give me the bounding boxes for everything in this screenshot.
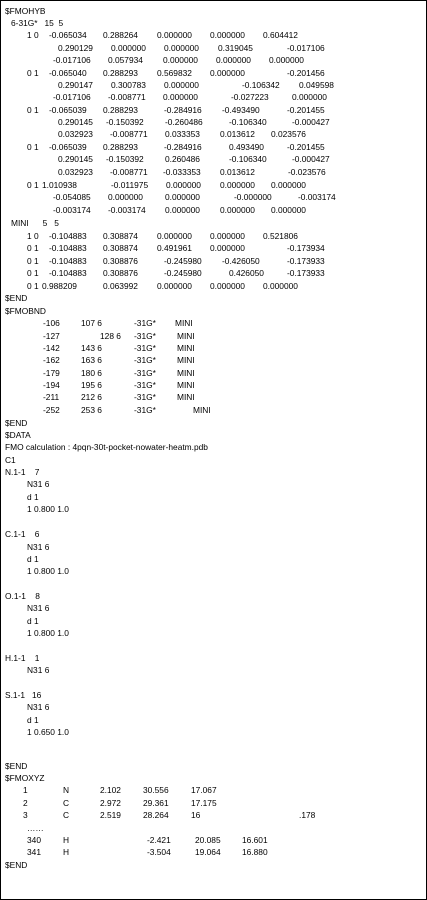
text-token: 0.426050: [229, 268, 264, 278]
text-token: 0.013612: [220, 129, 255, 139]
text-token: -0.150392: [106, 154, 144, 164]
text-line: [1, 142, 426, 153]
text-line: [1, 566, 426, 577]
text-token: 0.000000: [157, 231, 192, 241]
text-token: -0.000427: [292, 117, 330, 127]
text-line: [1, 715, 426, 726]
text-token: -0.017106: [287, 43, 325, 53]
text-token: 0.000000: [111, 43, 146, 53]
text-line: [1, 653, 426, 664]
text-token: MINI: [177, 343, 195, 353]
text-token: d 1: [27, 554, 39, 564]
text-line: [1, 860, 426, 871]
text-token: 0.319045: [218, 43, 253, 53]
text-token: 0.000000: [220, 180, 255, 190]
text-token: -0.201455: [287, 105, 325, 115]
text-token: $END: [5, 761, 28, 771]
text-token: 29.361: [143, 798, 169, 808]
text-token: 0.000000: [165, 205, 200, 215]
text-token: 0 1: [27, 68, 39, 78]
text-token: 0.000000: [216, 55, 251, 65]
text-token: C: [63, 798, 70, 808]
text-token: -0.173933: [287, 256, 325, 266]
text-token: N31 6: [27, 542, 50, 552]
text-line: [1, 823, 426, 834]
text-token: N31 6: [27, 479, 50, 489]
text-token: -31G*: [134, 343, 156, 353]
text-line: [1, 628, 426, 639]
text-token: 0.000000: [263, 281, 298, 291]
text-token: 0.288264: [103, 30, 138, 40]
text-token: 180 6: [81, 368, 102, 378]
text-token: -0.017106: [53, 55, 91, 65]
text-token: 0.000000: [210, 243, 245, 253]
text-token: -0.003174: [53, 205, 91, 215]
text-token: 16: [191, 810, 201, 820]
text-token: 0.000000: [271, 205, 306, 215]
text-token: 2: [23, 798, 28, 808]
text-line: [1, 690, 426, 701]
text-token: 0.288293: [103, 68, 138, 78]
text-token: 0.308874: [103, 243, 138, 253]
text-token: MINI: [177, 355, 195, 365]
text-token: 28.264: [143, 810, 169, 820]
text-line: [1, 318, 426, 329]
text-token: 0.000000: [164, 43, 199, 53]
text-token: 0.049598: [299, 80, 334, 90]
text-line: [1, 368, 426, 379]
text-token: -0.065034: [49, 30, 87, 40]
text-token: -31G*: [134, 355, 156, 365]
text-token: 0.000000: [292, 92, 327, 102]
text-token: -0.104883: [49, 268, 87, 278]
text-line: [1, 798, 426, 809]
text-token: -0.008771: [110, 129, 148, 139]
text-token: .178: [299, 810, 316, 820]
text-line: [1, 231, 426, 242]
text-token: -0.003174: [298, 192, 336, 202]
text-token: 341: [27, 847, 41, 857]
text-token: -0.033353: [163, 167, 201, 177]
text-line: [1, 343, 426, 354]
text-token: 0.290129: [58, 43, 93, 53]
text-token: -0.065039: [49, 142, 87, 152]
text-token: -162: [43, 355, 60, 365]
text-token: 253 6: [81, 405, 102, 415]
text-line: [1, 665, 426, 676]
text-token: C.1-1 6: [5, 529, 40, 539]
text-token: C1: [5, 455, 16, 465]
text-token: -31G*: [134, 318, 156, 328]
text-token: MINI: [177, 392, 195, 402]
text-token: -0.284916: [164, 142, 202, 152]
text-token: -0.008771: [110, 167, 148, 177]
text-token: 0 1: [27, 268, 39, 278]
text-token: -31G*: [134, 368, 156, 378]
text-token: -0.104883: [49, 243, 87, 253]
text-token: -31G*: [134, 380, 156, 390]
text-token: 0.300783: [111, 80, 146, 90]
text-line: [1, 6, 426, 17]
text-token: -127: [43, 331, 60, 341]
text-line: [1, 603, 426, 614]
text-token: -0.000000: [234, 192, 272, 202]
text-token: O.1-1 8: [5, 591, 40, 601]
text-token: -252: [43, 405, 60, 415]
text-token: 1: [23, 785, 28, 795]
text-line: [1, 455, 426, 466]
text-token: 17.067: [191, 785, 217, 795]
text-token: 0.000000: [210, 68, 245, 78]
text-token: d 1: [27, 616, 39, 626]
text-token: 1 0: [27, 30, 39, 40]
text-line: [1, 192, 426, 203]
text-token: 2.102: [100, 785, 121, 795]
text-line: [1, 293, 426, 304]
text-line: [1, 479, 426, 490]
text-line: [1, 554, 426, 565]
text-token: 6-31G* 15 5: [11, 18, 64, 28]
text-token: -0.017106: [53, 92, 91, 102]
text-token: -0.065040: [49, 68, 87, 78]
text-token: FMO calculation : 4pqn-30t-pocket-nowater-heatm.pdb: [5, 442, 208, 452]
text-token: MINI: [177, 331, 195, 341]
text-token: MINI: [193, 405, 211, 415]
text-token: 1 0.650 1.0: [27, 727, 69, 737]
text-token: -0.245980: [164, 256, 202, 266]
text-line: [1, 405, 426, 416]
text-token: ……: [27, 823, 44, 833]
text-token: H: [63, 835, 70, 845]
text-token: 16.601: [242, 835, 268, 845]
text-token: -0.106340: [229, 117, 267, 127]
text-token: 20.085: [195, 835, 221, 845]
text-token: 0.000000: [157, 281, 192, 291]
text-token: $END: [5, 293, 28, 303]
text-token: 0.032923: [58, 129, 93, 139]
text-line: [1, 80, 426, 91]
text-token: H: [63, 847, 70, 857]
text-token: 0.604412: [263, 30, 298, 40]
text-token: 0.000000: [210, 231, 245, 241]
text-token: 0.000000: [166, 180, 201, 190]
text-token: 30.556: [143, 785, 169, 795]
text-token: -0.003174: [108, 205, 146, 215]
text-token: 1 0.800 1.0: [27, 504, 69, 514]
text-line: [1, 205, 426, 216]
text-token: N31 6: [27, 702, 50, 712]
text-line: [1, 542, 426, 553]
text-token: 0.000000: [108, 192, 143, 202]
text-token: 0.988209: [42, 281, 77, 291]
text-line: [1, 243, 426, 254]
text-token: -0.027223: [231, 92, 269, 102]
text-token: 17.175: [191, 798, 217, 808]
text-token: 0.308876: [103, 256, 138, 266]
text-line: [1, 55, 426, 66]
text-line: [1, 616, 426, 627]
text-token: -0.011975: [111, 180, 149, 190]
text-token: 0.000000: [269, 55, 304, 65]
text-token: N: [63, 785, 70, 795]
text-token: -211: [43, 392, 60, 402]
text-token: $END: [5, 418, 28, 428]
text-line: [1, 68, 426, 79]
text-token: 340: [27, 835, 41, 845]
text-token: C: [63, 810, 70, 820]
text-token: 0.000000: [157, 30, 192, 40]
text-token: 1.010938: [42, 180, 77, 190]
text-line: [1, 380, 426, 391]
text-token: 0.063992: [103, 281, 138, 291]
text-line: [1, 591, 426, 602]
text-token: 128 6: [100, 331, 121, 341]
text-line: [1, 835, 426, 846]
text-token: 0.260486: [165, 154, 200, 164]
text-token: -31G*: [134, 405, 156, 415]
text-token: -106: [43, 318, 60, 328]
text-token: -142: [43, 343, 60, 353]
text-line: [1, 529, 426, 540]
text-line: [1, 167, 426, 178]
text-token: N.1-1 7: [5, 467, 40, 477]
text-token: 0.288293: [103, 142, 138, 152]
text-token: -0.150392: [106, 117, 144, 127]
text-line: [1, 761, 426, 772]
text-token: 0.033353: [165, 129, 200, 139]
text-token: $FMOHYB: [5, 6, 46, 16]
text-line: [1, 785, 426, 796]
text-token: 0.521806: [263, 231, 298, 241]
text-token: 0 1: [27, 243, 39, 253]
text-token: -0.065039: [49, 105, 87, 115]
text-token: -0.426050: [222, 256, 260, 266]
text-token: -31G*: [134, 392, 156, 402]
text-token: -0.106340: [229, 154, 267, 164]
text-token: 0.569832: [157, 68, 192, 78]
text-line: [1, 392, 426, 403]
text-line: [1, 129, 426, 140]
text-token: 0.290147: [58, 80, 93, 90]
text-token: -0.054085: [53, 192, 91, 202]
text-token: 1 0.800 1.0: [27, 628, 69, 638]
text-token: -0.023576: [288, 167, 326, 177]
text-line: [1, 773, 426, 784]
text-token: 0.493490: [229, 142, 264, 152]
text-line: [1, 218, 426, 229]
text-token: 107 6: [81, 318, 102, 328]
text-line: [1, 256, 426, 267]
text-token: 163 6: [81, 355, 102, 365]
text-line: [1, 467, 426, 478]
text-line: [1, 810, 426, 821]
text-token: 0.000000: [163, 55, 198, 65]
text-token: -0.260486: [165, 117, 203, 127]
text-token: MINI: [177, 368, 195, 378]
text-token: 3: [23, 810, 28, 820]
text-token: 0.000000: [164, 80, 199, 90]
text-token: $FMOBND: [5, 306, 46, 316]
text-token: $DATA: [5, 430, 31, 440]
text-token: 0 1: [27, 180, 39, 190]
text-token: -0.201455: [287, 142, 325, 152]
text-line: [1, 180, 426, 191]
text-token: MINI: [175, 318, 193, 328]
text-line: [1, 92, 426, 103]
text-token: 1 0.800 1.0: [27, 566, 69, 576]
text-line: [1, 117, 426, 128]
text-token: d 1: [27, 715, 39, 725]
text-token: d 1: [27, 492, 39, 502]
text-token: 2.519: [100, 810, 121, 820]
text-line: [1, 430, 426, 441]
text-token: 19.064: [195, 847, 221, 857]
text-line: [1, 702, 426, 713]
text-line: [1, 18, 426, 29]
text-token: -0.284916: [164, 105, 202, 115]
text-token: 0.308876: [103, 268, 138, 278]
text-line: [1, 847, 426, 858]
text-token: -31G*: [134, 331, 156, 341]
text-line: [1, 355, 426, 366]
text-token: 195 6: [81, 380, 102, 390]
text-token: -0.201456: [287, 68, 325, 78]
text-token: 0 1: [27, 281, 39, 291]
text-token: 212 6: [81, 392, 102, 402]
text-token: 0.000000: [163, 92, 198, 102]
text-line: [1, 43, 426, 54]
text-line: [1, 154, 426, 165]
text-token: 0.057934: [108, 55, 143, 65]
text-token: -0.106342: [242, 80, 280, 90]
text-token: -0.104883: [49, 231, 87, 241]
text-token: 0 1: [27, 256, 39, 266]
text-token: -0.104883: [49, 256, 87, 266]
text-token: 0.000000: [165, 192, 200, 202]
text-token: 0 1: [27, 142, 39, 152]
text-token: 1 0: [27, 231, 39, 241]
text-token: 0.013612: [220, 167, 255, 177]
text-token: $FMOXYZ: [5, 773, 45, 783]
text-token: N31 6: [27, 665, 50, 675]
text-token: S.1-1 16: [5, 690, 42, 700]
text-token: $END: [5, 860, 28, 870]
text-line: [1, 331, 426, 342]
text-token: -0.245980: [164, 268, 202, 278]
text-token: 0 1: [27, 105, 39, 115]
text-token: 0.290145: [58, 117, 93, 127]
text-token: 2.972: [100, 798, 121, 808]
text-line: [1, 105, 426, 116]
text-line: [1, 30, 426, 41]
text-token: 0.308874: [103, 231, 138, 241]
text-token: -3.504: [147, 847, 171, 857]
text-token: 0.000000: [210, 30, 245, 40]
text-line: [1, 281, 426, 292]
text-token: 0.000000: [220, 205, 255, 215]
text-token: 0.032923: [58, 167, 93, 177]
text-line: [1, 418, 426, 429]
text-token: -0.173934: [287, 243, 325, 253]
text-token: MINI: [177, 380, 195, 390]
text-token: -0.173933: [287, 268, 325, 278]
text-token: 0.288293: [103, 105, 138, 115]
text-token: -0.000427: [292, 154, 330, 164]
text-token: -2.421: [147, 835, 171, 845]
text-token: H.1-1 1: [5, 653, 40, 663]
text-token: 0.491961: [157, 243, 192, 253]
text-token: 0.290145: [58, 154, 93, 164]
text-token: -0.493490: [222, 105, 260, 115]
text-token: 0.000000: [210, 281, 245, 291]
text-token: 0.023576: [271, 129, 306, 139]
text-token: -0.008771: [108, 92, 146, 102]
text-token: 143 6: [81, 343, 102, 353]
text-line: [1, 442, 426, 453]
text-token: -194: [43, 380, 60, 390]
text-token: MINI 5 5: [11, 218, 59, 228]
text-token: 16.880: [242, 847, 268, 857]
text-token: -179: [43, 368, 60, 378]
text-token: 0.000000: [271, 180, 306, 190]
text-line: [1, 492, 426, 503]
text-line: [1, 306, 426, 317]
text-line: [1, 727, 426, 738]
text-line: [1, 268, 426, 279]
text-line: [1, 504, 426, 515]
text-token: N31 6: [27, 603, 50, 613]
